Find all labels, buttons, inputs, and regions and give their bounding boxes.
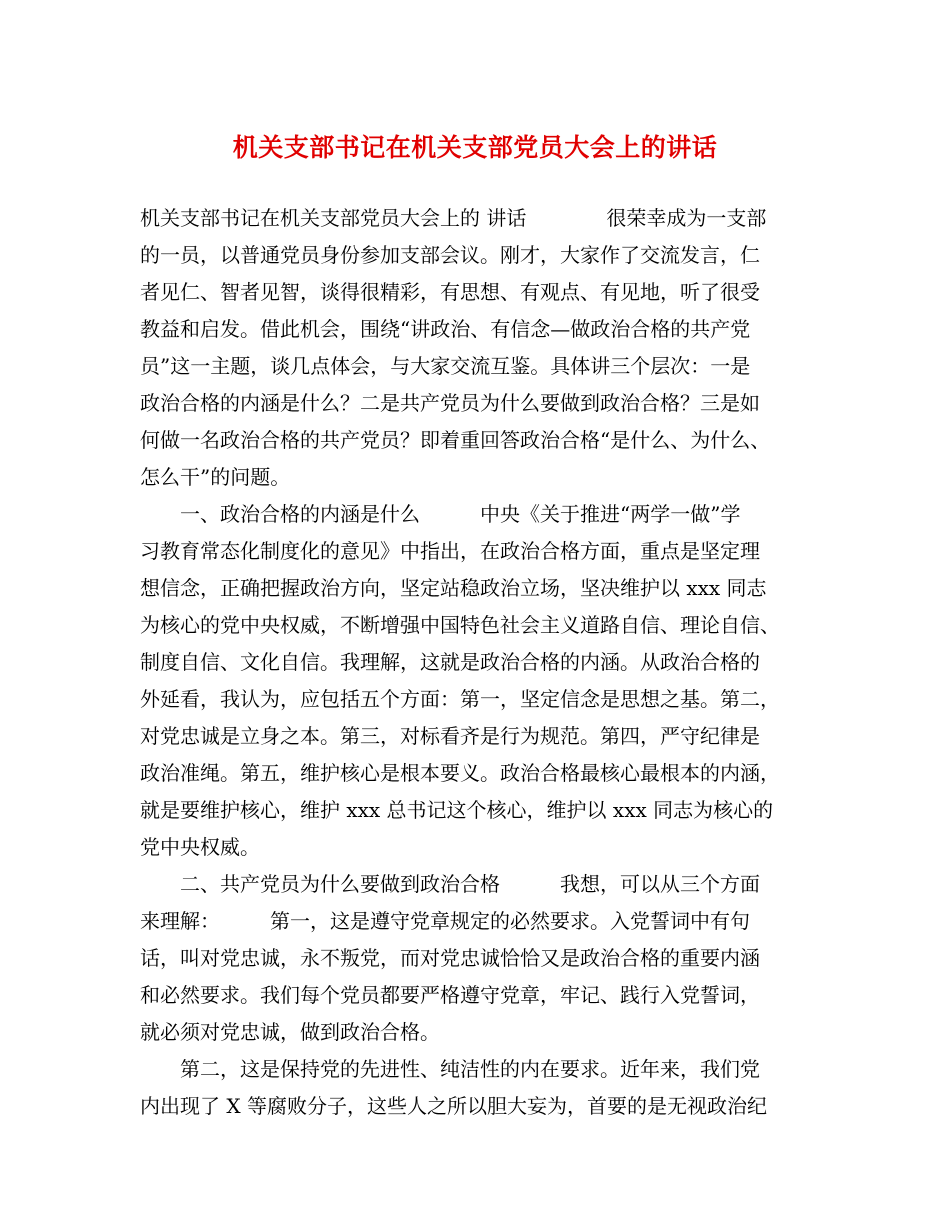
text-line: 政治准绳。第五，维护核心是根本要义。政治合格最核心最根本的内涵， [140,761,780,785]
text-line: 教益和启发。借此机会，围绕“讲政治、有信念—做政治合格的共产党 [140,317,751,341]
text-line: 和必然要求。我们每个党员都要严格遵守党章，牢记、践行入党誓词， [140,983,760,1007]
text-line: 内出现了 X 等腐败分子，这些人之所以胆大妄为，首要的是无视政治纪 [140,1094,767,1118]
text-line: 何做一名政治合格的共产党员？即着重回答政治合格“是什么、为什么、 [140,428,771,452]
text-line: 二、共产党员为什么要做到政治合格 我想，可以从三个方面 [140,872,760,896]
text-line: 话，叫对党忠诚，永不叛党，而对党忠诚恰恰又是政治合格的重要内涵 [140,946,760,970]
text-line: 怎么干”的问题。 [140,465,291,489]
text-line: 党中央权威。 [140,835,260,859]
text-line: 就是要维护核心，维护 xxx 总书记这个核心，维护以 xxx 同志为核心的 [140,798,774,822]
text-line: 的一员，以普通党员身份参加支部会议。刚才，大家作了交流发言，仁 [140,243,760,267]
text-line: 员”这一主题，谈几点体会，与大家交流互鉴。具体讲三个层次：一是 [140,354,751,378]
text-line: 机关支部书记在机关支部党员大会上的 讲话 很荣幸成为一支部 [140,206,767,230]
text-line: 习教育常态化制度化的意见》中指出，在政治合格方面，重点是坚定理 [140,539,760,563]
document-body [140,200,830,1125]
text-line: 一、政治合格的内涵是什么 中央《关于推进“两学一做”学 [140,502,741,526]
text-line: 想信念，正确把握政治方向，坚定站稳政治立场，坚决维护以 xxx 同志 [140,576,767,600]
text-line: 制度自信、文化自信。我理解，这就是政治合格的内涵。从政治合格的 [140,650,760,674]
text-line: 者见仁、智者见智，谈得很精彩，有思想、有观点、有见地，听了很受 [140,280,760,304]
text-line: 就必须对党忠诚，做到政治合格。 [140,1020,440,1044]
text-line: 政治合格的内涵是什么？二是共产党员为什么要做到政治合格？三是如 [140,391,760,415]
text-line: 对党忠诚是立身之本。第三，对标看齐是行为规范。第四，严守纪律是 [140,724,760,748]
document-title: 机关支部书记在机关支部党员大会上的讲话 [232,133,718,162]
text-line: 来理解： 第一，这是遵守党章规定的必然要求。入党誓词中有句 [140,909,750,933]
text-line: 第二，这是保持党的先进性、纯洁性的内在要求。近年来，我们党 [140,1057,760,1081]
text-line: 外延看，我认为，应包括五个方面：第一，坚定信念是思想之基。第二， [140,687,780,711]
text-line: 为核心的党中央权威，不断增强中国特色社会主义道路自信、理论自信、 [140,613,780,637]
